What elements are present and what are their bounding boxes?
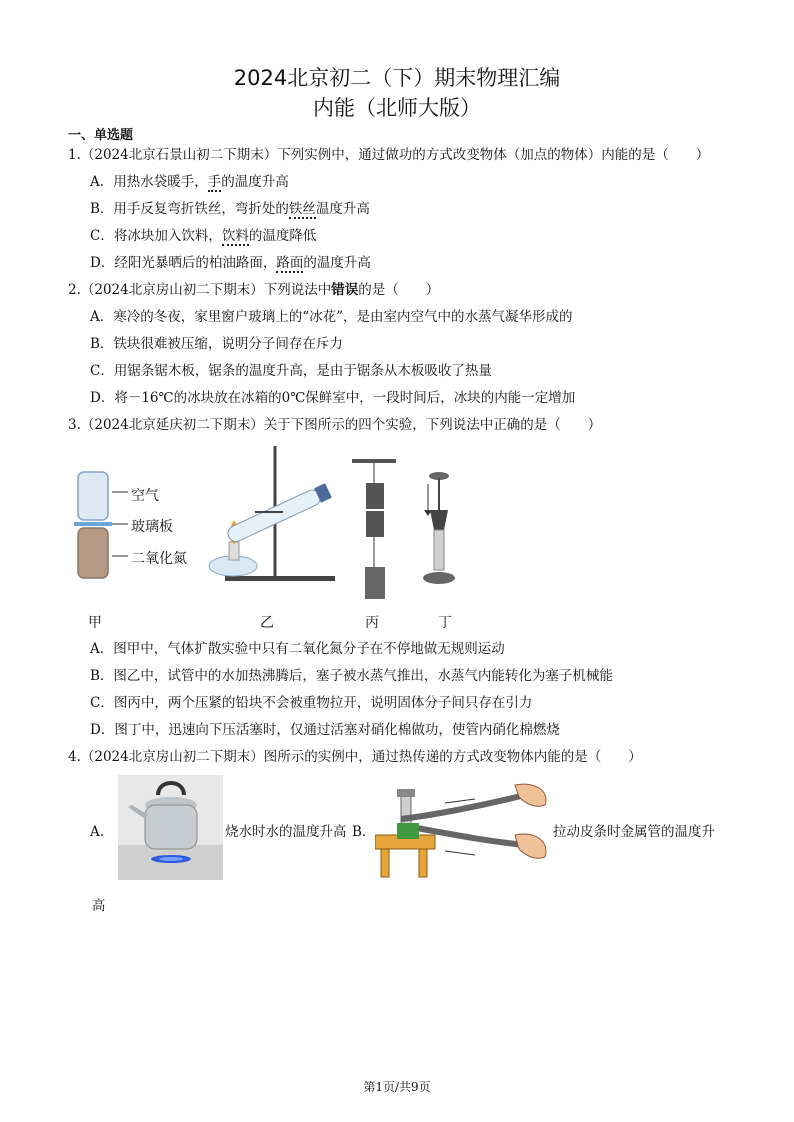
page-subtitle: 内能（北师大版） [313, 96, 481, 120]
caption-bing: 丙 [365, 615, 379, 631]
question-1-option-c: C．将冰块加入饮料，饮料的温度降低 [90, 228, 317, 244]
label-no2: 二氧化氮 [131, 551, 187, 567]
question-4-stem: 4.（2024北京房山初二下期末）图所示的实例中，通过热传递的方式改变物体内能的是（ ） [68, 749, 642, 765]
question-2-stem: 2.（2024北京房山初二下期末）下列说法中错误的是（ ） [68, 282, 440, 298]
label-glass: 玻璃板 [131, 519, 173, 535]
label-air: 空气 [131, 488, 159, 504]
piston-figure [420, 470, 460, 590]
question-1-option-a: A．用热水袋暖手，手的温度升高 [90, 174, 289, 190]
section-heading: 一、单选题 [68, 128, 134, 143]
caption-jia: 甲 [88, 615, 102, 631]
option-a-text: 烧水时水的温度升高 [225, 824, 347, 840]
question-1-option-b: B．用手反复弯折铁丝，弯折处的铁丝温度升高 [90, 201, 370, 217]
kettle-image [118, 775, 223, 880]
question-3-option-d: D．图丁中，迅速向下压活塞时，仅通过活塞对硝化棉做功，使管内硝化棉燃烧 [90, 722, 560, 738]
caption-yi: 乙 [260, 615, 274, 631]
question-3-option-c: C．图丙中，两个压紧的铅块不会被重物拉开，说明固体分子间只存在引力 [90, 695, 533, 711]
test-tube-figure [205, 440, 345, 590]
option-b-letter: B． [352, 824, 376, 840]
option-b-text: 拉动皮条时金属管的温度升 [553, 824, 715, 840]
question-1-stem: 1.（2024北京石景山初二下期末）下列实例中，通过做功的方式改变物体（加点的物体）内能的是（ ） [68, 147, 710, 163]
question-2-option-a: A．寒冷的冬夜，家里窗户玻璃上的“冰花”，是由室内空气中的水蒸气凝华形成的 [90, 309, 573, 325]
question-1-option-d: D．经阳光暴晒后的柏油路面，路面的温度升高 [90, 255, 371, 271]
question-3-option-b: B．图乙中，试管中的水加热沸腾后，塞子被水蒸气推出，水蒸气内能转化为塞子机械能 [90, 668, 613, 684]
page-title: 2024北京初二（下）期末物理汇编 [233, 66, 561, 90]
question-2-option-d: D．将－16℃的冰块放在冰箱的0℃保鲜室中，一段时间后，冰块的内能一定增加 [90, 390, 576, 406]
question-2-option-b: B．铁块很难被压缩，说明分子间存在斥力 [90, 336, 343, 352]
question-3-option-a: A．图甲中，气体扩散实验中只有二氧化氮分子在不停地做无规则运动 [90, 641, 505, 657]
question-2-option-c: C．用锯条锯木板，锯条的温度升高，是由于锯条从木板吸收了热量 [90, 363, 492, 379]
friction-tube-image [375, 775, 550, 880]
question-3-stem: 3.（2024北京延庆初二下期末）关于下图所示的四个实验，下列说法中正确的是（ ） [68, 417, 602, 433]
page-footer: 第1页/共9页 [363, 1080, 431, 1094]
lead-blocks-figure [350, 455, 400, 605]
caption-ding: 丁 [438, 615, 452, 631]
option-b-text-wrap: 高 [92, 898, 106, 914]
option-a-letter: A． [90, 824, 114, 840]
